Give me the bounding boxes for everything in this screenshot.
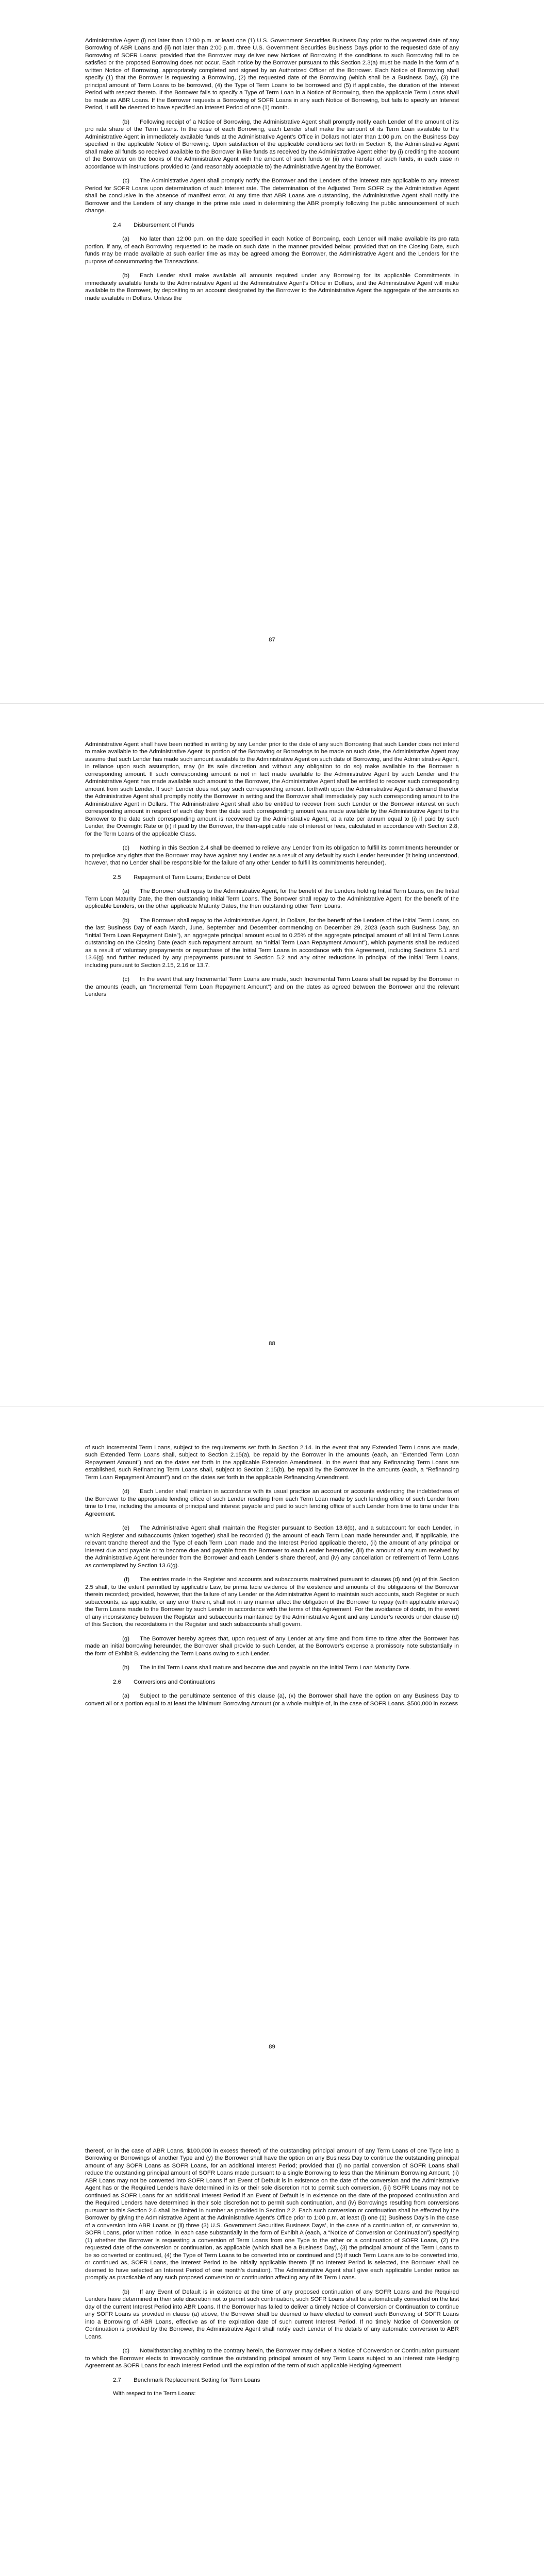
section-title: Disbursement of Funds bbox=[134, 222, 194, 228]
paragraph bbox=[85, 1635, 459, 1657]
paragraph bbox=[85, 2147, 459, 2282]
clause-label: (c) bbox=[122, 845, 129, 852]
paragraph bbox=[85, 1664, 459, 1671]
paragraph-text: Administrative Agent shall have been notified in writing by any Lender prior to the date of any such Borrowing that such Lender does not intend to make available to the Administrative Agent its portion of the Borrowing or Borrowings to be made on such date, the Administrative Agent may assume that such Lender has made such amount available to the Administrative Agent on such date of Borrowing, and the Administrative Agent, in reliance upon such assumption, may (in its sole discretion and without any obligation to do so) make available to the Borrower a corresponding amount. If such corresponding amount is not in fact made available to the Administrative Agent by such Lender and the Administrative Agent has made available such amount to the Borrower, the Administrative Agent shall be entitled to recover such corresponding amount from such Lender. If such Lender does not pay such corresponding amount forthwith upon the Administrative Agent’s demand therefor the Administrative Agent shall promptly notify the Borrower in writing and the Borrower shall immediately pay such corresponding amount to the Administrative Agent in Dollars. The Administrative Agent shall also be entitled to recover from such Lender or the Borrower interest on such corresponding amount in respect of each day from the date such corresponding amount was made available by the Administrative Agent to the Borrower to the date such corresponding amount is recovered by the Administrative Agent, at a rate per annum equal to (i) if paid by such Lender, the Overnight Rate or (ii) if paid by the Borrower, the then-applicable rate of interest or fees, calculated in accordance with Section 2.8, for the Term Loans of the applicable Class. bbox=[85, 741, 459, 837]
clause-label: (d) bbox=[122, 1488, 129, 1495]
clause-label: (h) bbox=[122, 1665, 129, 1671]
section-number: 2.5 bbox=[113, 874, 121, 880]
page-2 bbox=[0, 703, 544, 1406]
paragraph-text: Following receipt of a Notice of Borrowing, the Administrative Agent shall promptly notify each Lender of the amount of its pro rata share of the Term Loans. In the case of each Borrowing, each Lender shall make the amount of its Term Loan available to the Administrative Agent in immediately available funds at the Administrative Agent’s Office in Dollars not later than 1:00 p.m. on the Business Day specified in the applicable Notice of Borrowing. Upon satisfaction of the applicable conditions set forth in Section 6, the Administrative Agent shall make all funds so received available to the Borrower in like funds as received by the Administrative Agent either by (i) crediting the account of the Borrower on the books of the Administrative Agent with the amount of such funds or (ii) wire transfer of such funds, in each case in accordance with instructions provided to (and reasonably acceptable to) the Administrative Agent by the Borrower. bbox=[85, 118, 459, 170]
paragraph-text: The Borrower shall repay to the Administrative Agent, in Dollars, for the benefit of the Lenders of the Initial Term Loans, on the last Business Day of each March, June, September and December commencing on December 29, 2023 (each such Business Day, an “Initial Term Loan Repayment Date”), an aggregate principal amount equal to 0.25% of the aggregate principal amount of all Initial Term Loans outstanding on the Closing Date (each such repayment amount, an “Initial Term Loan Repayment Amount”), which payments shall be reduced as a result of voluntary prepayments or repurchase of the Initial Term Loans in accordance with this Agreement, including Sections 5.1 and 13.6(g) and further reduced by any prepayments pursuant to Section 5.2 and any other reductions in principal of the Initial Term Loans, including pursuant to Section 2.15, 2.16 or 13.7. bbox=[85, 917, 459, 969]
paragraph-text: The Borrower shall repay to the Administrative Agent, for the benefit of the Lenders holding Initial Term Loans, on the Initial Term Loan Maturity Date, the then outstanding Initial Term Loans. The Borrower shall repay to the Administrative Agent, for the benefit of the applicable Lenders, on the other applicable Maturity Dates, the then outstanding other Term Loans. bbox=[85, 888, 459, 910]
paragraph bbox=[85, 272, 459, 302]
clause-label: (c) bbox=[122, 178, 129, 184]
paragraph-text: Subject to the penultimate sentence of this clause (a), (x) the Borrower shall have the option on any Business Day to convert all or a portion equal to at least the Minimum Borrowing Amount (or a whole multiple of, in the case of SOFR Loans, $500,000 in excess bbox=[85, 1693, 459, 1707]
intro-line: With respect to the Term Loans: bbox=[113, 2391, 196, 2397]
paragraph-text: The Administrative Agent shall maintain the Register pursuant to Section 13.6(b), and a subaccount for each Lender, in which Register and subaccounts (taken together) shall be recorded (i) the amount of each Term Loan made hereunder and, if applicable, the relevant tranche thereof and the Type of each Term Loan made and the Interest Period applicable thereto, (ii) the amount of any principal or interest due and payable or to become due and payable from the Borrower to each Lender hereunder, (iii) the amount of any sum received by the Administrative Agent hereunder from the Borrower and each Lender’s share thereof, and (iv) any cancellation or retirement of Term Loans as contemplated by Section 13.6(g). bbox=[85, 1525, 459, 1569]
paragraph bbox=[85, 1524, 459, 1569]
paragraph bbox=[85, 1692, 459, 1707]
clause-label: (c) bbox=[122, 976, 129, 983]
page-4 bbox=[0, 2110, 544, 2576]
paragraph-text: No later than 12:00 p.m. on the date specified in each Notice of Borrowing, each Lender will make available its pro rata portion, if any, of each Borrowing requested to be made on such date in the manner provided below; provided that on the Closing Date, such funds may be made available at such earlier time as may be agreed among the Borrower, the Administrative Agent and the Lenders for the purpose of consummating the Transactions. bbox=[85, 236, 459, 265]
section-heading bbox=[85, 874, 459, 881]
clause-label: (a) bbox=[122, 888, 129, 895]
paragraph bbox=[85, 1488, 459, 1518]
section-title: Benchmark Replacement Setting for Term Loans bbox=[134, 2377, 260, 2383]
paragraph-text: The Administrative Agent shall promptly notify the Borrower and the Lenders of the interest rate applicable to any Interest Period for SOFR Loans upon determination of such interest rate. The determination of the Adjusted Term SOFR by the Administrative Agent shall be conclusive in the absence of manifest error. At any time that ABR Loans are outstanding, the Administrative Agent shall notify the Borrower and the Lenders of any change in the prime rate used in determining the ABR promptly following the public announcement of such change. bbox=[85, 178, 459, 214]
clause-label: (b) bbox=[122, 273, 129, 279]
paragraph-text: Notwithstanding anything to the contrary herein, the Borrower may deliver a Notice of Conversion or Continuation pursuant to which the Borrower elects to irrevocably continue the outstanding principal amount of any Term Loans subject to an interest rate Hedging Agreement as SOFR Loans for each Interest Period until the expiration of the term of such applicable Hedging Agreement. bbox=[85, 2348, 459, 2369]
section-heading bbox=[85, 1679, 459, 1686]
paragraph bbox=[85, 1444, 459, 1481]
clause-label: (c) bbox=[122, 2348, 129, 2354]
page-number: 89 bbox=[269, 2044, 275, 2050]
section-title: Conversions and Continuations bbox=[134, 1679, 216, 1685]
clause-label: (b) bbox=[122, 2289, 129, 2295]
section-number: 2.4 bbox=[113, 222, 121, 228]
paragraph-text: The Initial Term Loans shall mature and become due and payable on the Initial Term Loan Maturity Date. bbox=[140, 1665, 411, 1671]
paragraph bbox=[85, 177, 459, 214]
section-number: 2.6 bbox=[113, 1679, 121, 1685]
paragraph bbox=[85, 844, 459, 867]
section-heading bbox=[85, 2377, 459, 2384]
clause-label: (f) bbox=[124, 1577, 129, 1583]
clause-label: (e) bbox=[122, 1525, 129, 1532]
paragraph-text: Each Lender shall maintain in accordance with its usual practice an account or accounts evidencing the indebtedness of the Borrower to the appropriate lending office of such Lender resulting from each Term Loan made by such lending office of such Lender from time to time, including the amounts of principal and interest payable and paid to such lending office of such Lender from time to time under this Agreement. bbox=[85, 1488, 459, 1517]
clause-label: (g) bbox=[122, 1635, 129, 1642]
paragraph-text: If any Event of Default is in existence at the time of any proposed continuation of any SOFR Loans and the Required Lenders have determined in their sole discretion not to permit such continuation, such SOFR Loans shall be automatically converted on the last day of the current Interest Period into ABR Loans. If the Borrower has failed to deliver a timely Notice of Conversion or Continuation to continue any SOFR Loans as provided in clause (a) above, the Borrower shall be deemed to have elected to convert such Borrowing of SOFR Loans into a Borrowing of ABR Loans, effective as of the expiration date of such current Interest Period. If no timely Notice of Conversion or Continuation is provided by the Borrower, the Administrative Agent shall notify each Lender of the details of any automatic conversion to ABR Loans. bbox=[85, 2289, 459, 2340]
paragraph bbox=[85, 741, 459, 838]
paragraph bbox=[85, 2347, 459, 2369]
paragraph-text: The Borrower hereby agrees that, upon request of any Lender at any time and from time to time after the Borrower has made an initial borrowing hereunder, the Borrower shall provide to such Lender, at the Borrower’s expense a promissory note substantially in the form of Exhibit B, evidencing the Term Loans owing to such Lender. bbox=[85, 1635, 459, 1657]
paragraph bbox=[85, 235, 459, 265]
page-3 bbox=[0, 1406, 544, 2110]
page-number: 88 bbox=[269, 1341, 275, 1347]
paragraph bbox=[85, 917, 459, 969]
paragraph bbox=[85, 888, 459, 910]
section-number: 2.7 bbox=[113, 2377, 121, 2383]
paragraph-text: The entries made in the Register and accounts and subaccounts maintained pursuant to clauses (d) and (e) of this Section 2.5 shall, to the extent permitted by applicable Law, be prima facie evidence of the existence and amounts of the obligations of the Borrower therein recorded; provided, however, that the failure of any Lender or the Administrative Agent to maintain such accounts, such Register or such subaccounts, as applicable, or any error therein, shall not in any manner affect the obligation of the Borrower to repay (with applicable interest) the Term Loans made to the Borrower by such Lender in accordance with the terms of this Agreement. For the avoidance of doubt, in the event of any inconsistency between the Register and subaccounts maintained by the Administrative Agent and any Lender’s records under clause (d) of this Section, the recordations in the Register and such subaccounts shall govern. bbox=[85, 1577, 459, 1628]
page-number: 87 bbox=[269, 637, 275, 643]
clause-label: (b) bbox=[122, 917, 129, 924]
paragraph bbox=[85, 1576, 459, 1628]
paragraph-text: thereof, or in the case of ABR Loans, $100,000 in excess thereof) of the outstanding principal amount of any Term Loans of one Type into a Borrowing or Borrowings of another Type and (y) the Borrower shall have the option on any Business Day to continue the outstanding principal amount of any SOFR Loans as SOFR Loans, for an additional Interest Period; provided that (i) no partial conversion of SOFR Loans shall reduce the outstanding principal amount of SOFR Loans made pursuant to a single Borrowing to less than the Minimum Borrowing Amount, (ii) ABR Loans may not be converted into SOFR Loans if an Event of Default is in existence on the date of the conversion and the Administrative Agent has or the Required Lenders have determined in its or their sole discretion not to permit such conversion, (iii) SOFR Loans may not be continued as SOFR Loans for an additional Interest Period if an Event of Default is in existence on the date of the proposed continuation and the Required Lenders have determined in their sole discretion not to permit such continuation, and (iv) Borrowings resulting from conversions pursuant to this Section 2.6 shall be limited in number as provided in Section 2.2. Each such conversion or continuation shall be effected by the Borrower by giving the Administrative Agent at the Administrative Agent’s Office prior to 1:00 p.m. at least (i) one (1) Business Day’s in the case of a conversion into ABR Loans or (ii) three (3) U.S. Government Securities Business Days’, in the case of a continuation of, or conversion to, SOFR Loans, prior written notice, in each case substantially in the form of Exhibit A (each, a “Notice of Conversion or Continuation”) specifying (1) whether the Borrower is requesting a conversion of Term Loans from one Type to the other or a continuation of SOFR Loans, (2) the requested date of the conversion or continuation, as applicable (which shall be a Business Day), (3) the principal amount of the Term Loans to be so converted or continued, (4) the Type of Term Loans to be converted into or continued and (5) if such Term Loans are to be converted into, or continued as, SOFR Loans, the Interest Period to be initially applicable thereto (if no Interest Period is selected, the Borrower shall be deemed to have selected an Interest Period of one month’s duration). The Administrative Agent shall give each applicable Lender notice as promptly as practicable of any such proposed conversion or continuation affecting any of its Term Loans. bbox=[85, 2148, 459, 2281]
section-heading bbox=[85, 222, 459, 229]
paragraph bbox=[85, 2289, 459, 2341]
paragraph-text: Administrative Agent (i) not later than 12:00 p.m. at least one (1) U.S. Government Securities Business Day prior to the requested date of any Borrowing of ABR Loans and (ii) not later than 2:00 p.m. three U.S. Government Securities Business Days prior to the requested date of any Borrowing of SOFR Loans; provided that the Borrower may deliver new Notices of Borrowing if the conditions to such Borrowing fail to be satisfied or the proposed Borrowing does not occur. Each notice by the Borrower pursuant to this Section 2.3(a) must be made in the form of a written Notice of Borrowing, appropriately completed and signed by an Authorized Officer of the Borrower. Each Notice of Borrowing shall specify (1) that the Borrower is requesting a Borrowing, (2) the requested date of the Borrowing (which shall be a Business Day), (3) the principal amount of Term Loans to be borrowed, (4) the Type of Term Loans to be borrowed and (5) if applicable, the duration of the Interest Period with respect thereto. If the Borrower fails to specify a Type of Term Loan in a Notice of Borrowing, then the applicable Term Loans shall be made as ABR Loans. If the Borrower requests a Borrowing of SOFR Loans in any such Notice of Borrowing, but fails to specify an Interest Period, it will be deemed to have specified an Interest Period of one (1) month. bbox=[85, 38, 459, 111]
paragraph bbox=[85, 37, 459, 112]
paragraph-text: Each Lender shall make available all amounts required under any Borrowing for its applicable Commitments in immediately available funds to the Administrative Agent at the Administrative Agent’s Office in Dollars, and the Administrative Agent will make available to the Borrower, by depositing to an account designated by the Borrower to the Administrative Agent the aggregate of the amounts so made available in Dollars. Unless the bbox=[85, 273, 459, 301]
section-title: Repayment of Term Loans; Evidence of Debt bbox=[134, 874, 251, 880]
page-1 bbox=[0, 0, 544, 703]
clause-label: (b) bbox=[122, 118, 129, 125]
paragraph-text: In the event that any Incremental Term Loans are made, such Incremental Term Loans shall be repaid by the Borrower in the amounts (each, an “Incremental Term Loan Repayment Amount”) and on the dates as agreed between the Borrower and the relevant Lenders bbox=[85, 976, 459, 998]
paragraph bbox=[85, 976, 459, 998]
paragraph-text: Nothing in this Section 2.4 shall be deemed to relieve any Lender from its obligation to fulfill its commitments hereunder or to prejudice any rights that the Borrower may have against any Lender as a result of any default by such Lender hereunder (it being understood, however, that no Lender shall be responsible for the failure of any other Lender to fulfill its commitments hereunder). bbox=[85, 845, 459, 867]
paragraph-text: of such Incremental Term Loans, subject to the requirements set forth in Section 2.14. In the event that any Extended Term Loans are made, such Extended Term Loans shall, subject to Section 2.15(a), be repaid by the Borrower in the amounts (each, an “Extended Term Loan Repayment Amount”) and on the dates set forth in the applicable Extension Amendment. In the event that any Refinancing Term Loans are established, such Refinancing Term Loans shall, subject to Section 2.15(b), be repaid by the Borrower in the amounts (each, a “Refinancing Term Loan Repayment Amount”) and on the dates set forth in the applicable Refinancing Amendment. bbox=[85, 1445, 459, 1481]
clause-label: (a) bbox=[122, 1693, 129, 1700]
paragraph bbox=[85, 118, 459, 171]
clause-label: (a) bbox=[122, 236, 129, 243]
